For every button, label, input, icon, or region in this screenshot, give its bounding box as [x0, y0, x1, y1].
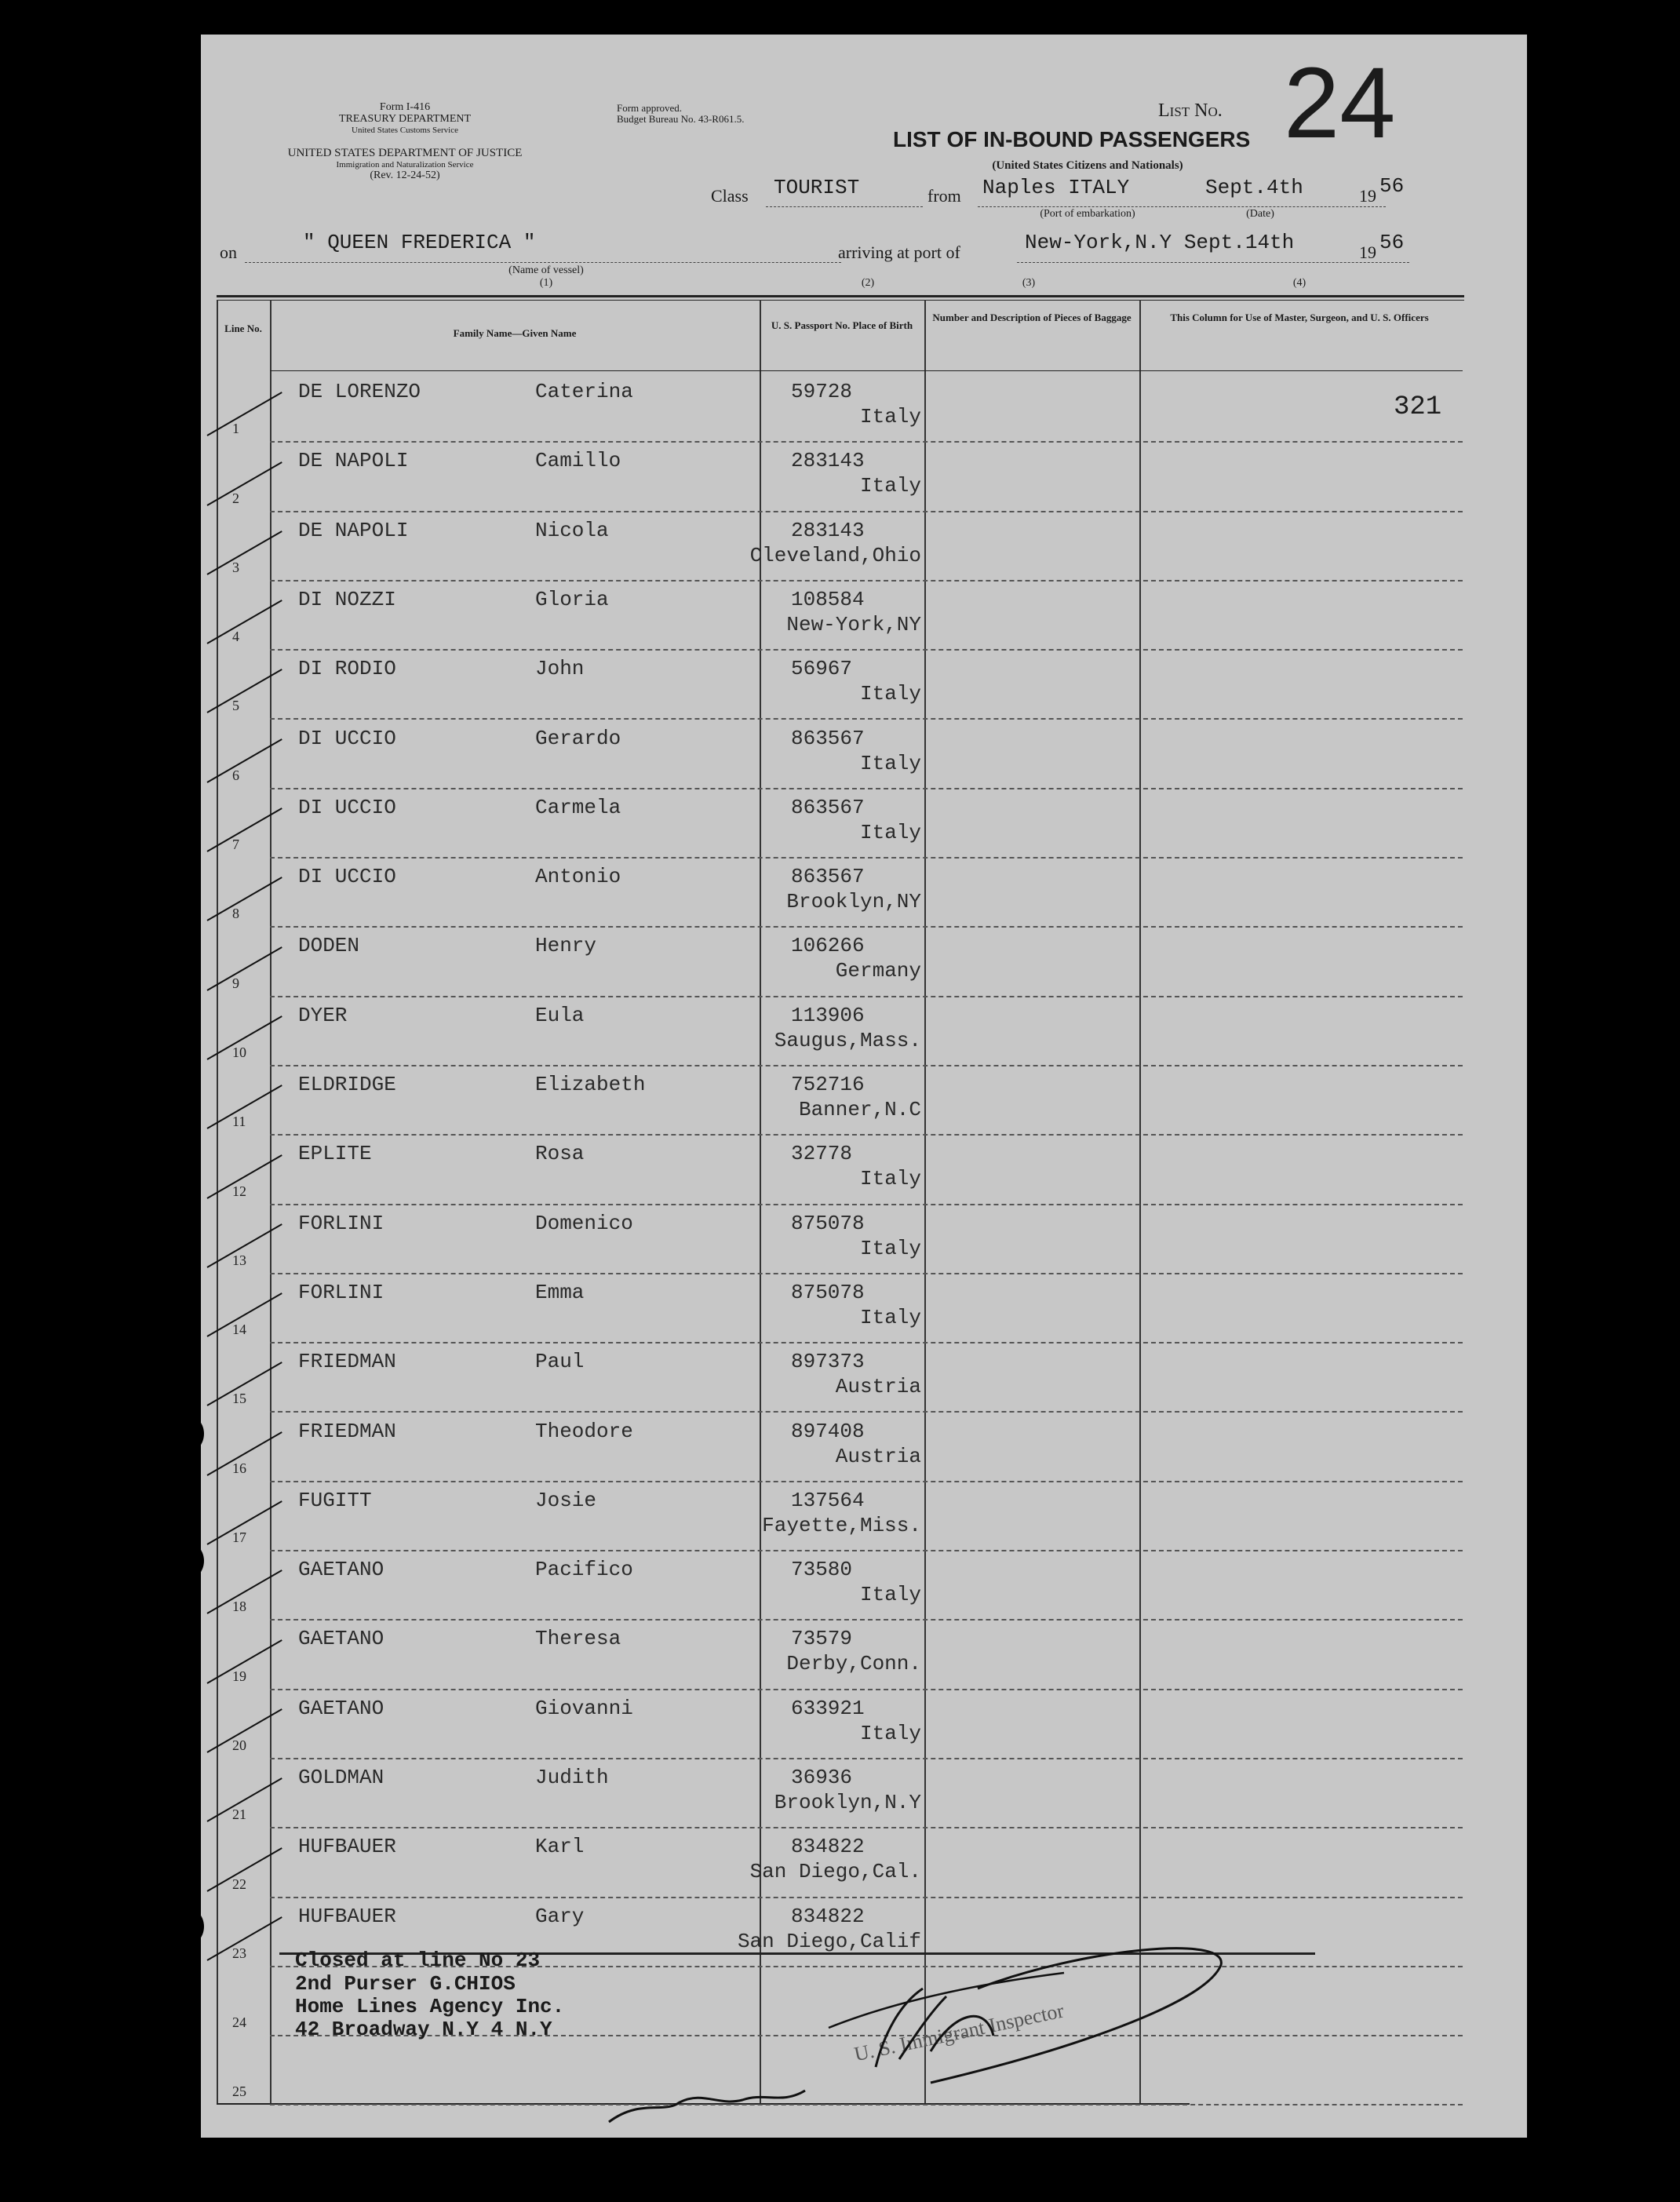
given-name: Giovanni — [535, 1696, 633, 1720]
line-number: 12 — [232, 1183, 246, 1199]
closing-line-1: Closed at line No 23 — [295, 1949, 541, 1972]
given-name: Gloria — [535, 587, 609, 611]
arriving-label: arriving at port of — [838, 242, 960, 262]
given-name: Josie — [535, 1488, 597, 1512]
place-of-birth: Italy — [859, 1583, 921, 1607]
col1-mark: (1) — [539, 277, 553, 289]
passport-number: 863567 — [791, 795, 865, 819]
date-caption: (Date) — [1246, 208, 1274, 220]
line-number: 22 — [232, 1876, 246, 1892]
line-number: 8 — [232, 906, 239, 922]
check-mark — [207, 946, 282, 991]
passport-number: 834822 — [791, 1904, 865, 1928]
punch-hole — [162, 1413, 204, 1455]
table-row — [201, 1619, 1527, 1688]
col-header-officers: This Column for Use of Master, Surgeon, and U. S. Officers — [1170, 312, 1429, 323]
family-name: GAETANO — [298, 1558, 384, 1582]
punch-hole — [155, 598, 198, 640]
line-number: 3 — [232, 559, 239, 575]
dept-ins: Immigration and Naturalization Service — [336, 160, 474, 170]
table-row — [201, 1342, 1527, 1411]
given-name: Theodore — [535, 1419, 633, 1443]
page-title: LIST OF IN-BOUND PASSENGERS — [893, 127, 1251, 151]
punch-hole — [162, 1540, 204, 1582]
col-header-passport: U. S. Passport No. Place of Birth — [771, 319, 913, 331]
family-name: DE NAPOLI — [298, 518, 409, 542]
col-header-line: Line No. — [224, 323, 262, 334]
given-name: Domenico — [535, 1211, 633, 1235]
table-row — [201, 788, 1527, 857]
place-of-birth: Fayette,Miss. — [762, 1513, 921, 1537]
table-row — [201, 1481, 1527, 1550]
family-name: FRIEDMAN — [298, 1419, 396, 1443]
place-of-birth: Italy — [859, 1167, 921, 1191]
passport-number: 59728 — [791, 380, 853, 403]
table-row — [201, 441, 1527, 510]
table-row — [201, 580, 1527, 649]
given-name: Paul — [535, 1350, 585, 1374]
line-number: 2 — [232, 490, 239, 506]
line-number: 18 — [232, 1599, 246, 1615]
family-name: GAETANO — [298, 1627, 384, 1651]
from-value: Naples ITALY — [982, 176, 1130, 199]
closing-line-4: 42 Broadway N.Y 4 N.Y — [295, 2018, 552, 2041]
given-name: Eula — [535, 1003, 585, 1027]
col2-mark: (2) — [861, 277, 875, 289]
line-number: 13 — [232, 1252, 246, 1268]
place-of-birth: Brooklyn,NY — [786, 890, 921, 914]
line-number: 16 — [232, 1460, 246, 1476]
given-name: Rosa — [535, 1142, 585, 1166]
check-mark — [207, 461, 282, 506]
passport-number: 36936 — [791, 1766, 853, 1789]
line-number: 24 — [232, 2014, 246, 2031]
line-number: 11 — [232, 1114, 246, 1130]
closing-line-3: Home Lines Agency Inc. — [295, 1995, 565, 2018]
table-row — [201, 1758, 1527, 1827]
punch-hole — [162, 1905, 204, 1948]
table-row — [201, 1827, 1527, 1896]
given-name: Elizabeth — [535, 1073, 646, 1096]
dept-treasury: TREASURY DEPARTMENT — [338, 113, 472, 125]
table-row — [201, 1550, 1527, 1619]
place-of-birth: Derby,Conn. — [786, 1652, 921, 1676]
table-row — [201, 926, 1527, 995]
check-mark — [207, 530, 282, 575]
passport-number: 283143 — [791, 449, 865, 473]
place-of-birth: Cleveland,Ohio — [749, 543, 921, 567]
passport-number: 108584 — [791, 587, 865, 611]
check-mark — [207, 669, 282, 714]
passport-number: 32778 — [791, 1142, 853, 1166]
family-name: ELDRIDGE — [298, 1073, 396, 1096]
line-number: 4 — [232, 629, 239, 645]
arrival-year-suffix: 56 — [1379, 231, 1405, 254]
passport-number: 897408 — [791, 1419, 865, 1443]
line-number: 5 — [232, 698, 239, 714]
family-name: HUFBAUER — [298, 1835, 396, 1859]
on-label: on — [220, 242, 237, 262]
check-mark — [207, 392, 282, 436]
table-row — [201, 1689, 1527, 1758]
check-mark — [207, 600, 282, 644]
check-mark — [207, 808, 282, 852]
passport-number: 73580 — [791, 1558, 853, 1582]
dept-customs: United States Customs Service — [352, 126, 458, 135]
passport-number: 875078 — [791, 1280, 865, 1304]
punch-hole — [155, 720, 198, 763]
place-of-birth: Banner,N.C — [798, 1098, 921, 1121]
table-row — [201, 996, 1527, 1065]
passport-number: 283143 — [791, 518, 865, 542]
punch-hole — [155, 226, 198, 268]
list-label: List No. — [1158, 100, 1223, 121]
place-of-birth: Saugus,Mass. — [774, 1028, 921, 1052]
closing-line-2: 2nd Purser G.CHIOS — [295, 1972, 516, 1996]
place-of-birth: Austria — [835, 1444, 921, 1468]
family-name: DE NAPOLI — [298, 449, 409, 473]
dept-justice: UNITED STATES DEPARTMENT OF JUSTICE — [287, 147, 523, 159]
passport-number: 752716 — [791, 1073, 865, 1096]
form-approved: Form approved. — [617, 102, 683, 114]
table-row — [201, 511, 1527, 580]
place-of-birth: New-York,NY — [786, 612, 921, 636]
place-of-birth: Italy — [859, 474, 921, 498]
passport-number: 834822 — [791, 1835, 865, 1859]
vessel-caption: (Name of vessel) — [508, 264, 584, 276]
inspector-signature — [593, 1918, 1237, 2153]
family-name: DI UCCIO — [298, 726, 396, 750]
class-label: Class — [711, 186, 749, 206]
given-name: Gerardo — [535, 726, 621, 750]
place-of-birth: San Diego,Cal. — [749, 1860, 921, 1884]
family-name: HUFBAUER — [298, 1904, 396, 1928]
place-of-birth: Italy — [859, 1721, 921, 1745]
table-row — [201, 649, 1527, 718]
given-name: Carmela — [535, 795, 621, 819]
line-number: 15 — [232, 1391, 246, 1407]
place-of-birth: San Diego,Calif — [737, 1929, 921, 1953]
line-number: 17 — [232, 1529, 246, 1546]
year-suffix: 56 — [1379, 174, 1405, 198]
vessel-name: " QUEEN FREDERICA " — [303, 231, 536, 254]
family-name: DI RODIO — [298, 657, 396, 681]
family-name: DYER — [298, 1003, 348, 1027]
year-prefix: 19 — [1359, 186, 1376, 206]
place-of-birth: Italy — [859, 405, 921, 428]
family-name: FUGITT — [298, 1488, 372, 1512]
passport-number: 113906 — [791, 1003, 865, 1027]
given-name: Caterina — [535, 380, 633, 403]
place-of-birth: Italy — [859, 1305, 921, 1329]
passport-number: 897373 — [791, 1350, 865, 1374]
given-name: Karl — [535, 1835, 585, 1859]
given-name: Camillo — [535, 449, 621, 473]
given-name: Theresa — [535, 1627, 621, 1651]
table-row — [201, 1273, 1527, 1342]
family-name: DI UCCIO — [298, 865, 396, 889]
passport-number: 863567 — [791, 726, 865, 750]
family-name: FRIEDMAN — [298, 1350, 396, 1374]
line-number: 14 — [232, 1322, 246, 1338]
place-of-birth: Germany — [835, 959, 921, 983]
given-name: Antonio — [535, 865, 621, 889]
place-of-birth: Austria — [835, 1375, 921, 1399]
port-caption: (Port of embarkation) — [1040, 208, 1135, 220]
given-name: Judith — [535, 1766, 609, 1789]
line-number: 7 — [232, 837, 239, 853]
family-name: GAETANO — [298, 1696, 384, 1720]
given-name: Emma — [535, 1280, 585, 1304]
arrival-year-prefix: 19 — [1359, 242, 1376, 262]
table-row — [201, 857, 1527, 926]
given-name: Nicola — [535, 518, 609, 542]
passport-number: 863567 — [791, 865, 865, 889]
passport-number: 56967 — [791, 657, 853, 681]
place-of-birth: Italy — [859, 751, 921, 775]
col-header-name: Family Name—Given Name — [453, 327, 577, 339]
departure-date: Sept.4th — [1205, 176, 1303, 199]
passport-number: 633921 — [791, 1696, 865, 1720]
manifest-sheet — [201, 35, 1527, 2138]
family-name: FORLINI — [298, 1280, 384, 1304]
family-name: DE LORENZO — [298, 380, 421, 403]
col-header-baggage: Number and Description of Pieces of Baggage — [932, 312, 1132, 323]
family-name: DI UCCIO — [298, 795, 396, 819]
table-row — [201, 719, 1527, 788]
family-name: FORLINI — [298, 1211, 384, 1235]
line-number: 1 — [232, 421, 239, 437]
arrival-value: New-York,N.Y Sept.14th — [1025, 231, 1295, 254]
line-number: 6 — [232, 767, 239, 783]
place-of-birth: Brooklyn,N.Y — [774, 1791, 921, 1814]
given-name: John — [535, 657, 585, 681]
budget-bureau: Budget Bureau No. 43-R061.5. — [617, 113, 745, 125]
family-name: DODEN — [298, 934, 360, 958]
table-row — [201, 1412, 1527, 1481]
family-name: GOLDMAN — [298, 1766, 384, 1789]
passport-number: 875078 — [791, 1211, 865, 1235]
place-of-birth: Italy — [859, 820, 921, 844]
given-name: Henry — [535, 934, 597, 958]
list-number: 24 — [1284, 47, 1396, 159]
check-mark — [207, 738, 282, 783]
form-number: Form I-416 — [379, 101, 431, 113]
table-row — [201, 1065, 1527, 1134]
col4-mark: (4) — [1292, 277, 1306, 289]
given-name: Pacifico — [535, 1558, 633, 1582]
line-number: 9 — [232, 975, 239, 991]
col3-mark: (3) — [1022, 277, 1036, 289]
check-mark — [207, 877, 282, 922]
page-subtitle: (United States Citizens and Nationals) — [992, 159, 1183, 172]
class-value: TOURIST — [774, 176, 860, 199]
passport-number: 73579 — [791, 1627, 853, 1651]
family-name: EPLITE — [298, 1142, 372, 1166]
given-name: Gary — [535, 1904, 585, 1928]
line-number: 23 — [232, 1945, 246, 1961]
table-row — [201, 1204, 1527, 1273]
passport-number: 137564 — [791, 1488, 865, 1512]
inspector-label: U. S. Immigrant Inspector — [852, 1999, 1066, 2066]
line-number: 10 — [232, 1044, 246, 1060]
passport-number: 106266 — [791, 934, 865, 958]
family-name: DI NOZZI — [298, 587, 396, 611]
table-row — [201, 1134, 1527, 1203]
revision: (Rev. 12-24-52) — [370, 170, 440, 181]
line-number: 20 — [232, 1737, 246, 1753]
margin-note: 321 — [1394, 392, 1442, 422]
place-of-birth: Italy — [859, 682, 921, 706]
from-label: from — [927, 186, 961, 206]
line-number: 19 — [232, 1668, 246, 1684]
place-of-birth: Italy — [859, 1236, 921, 1260]
line-number: 21 — [232, 1806, 246, 1823]
table-row — [201, 372, 1527, 441]
line-number: 25 — [232, 2084, 246, 2100]
